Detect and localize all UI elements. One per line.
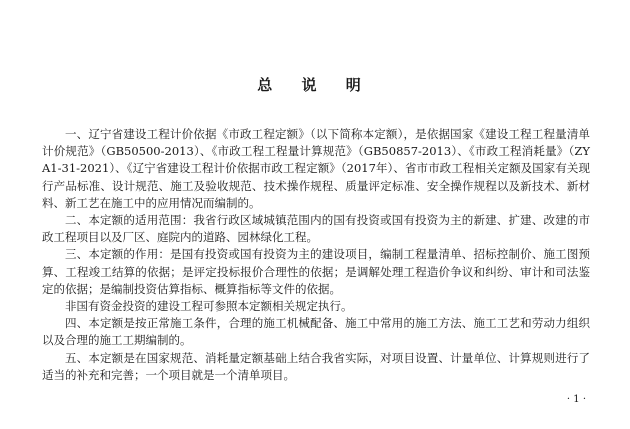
paragraph-function: 三、本定额的作用：是国有投资或国有投资为主的建设项目，编制工程量清单、招标控制价、施工图预算、工程竣工结算的依据；是评定投标报价合理性的依据；是调解处理工程造价争议和纠纷、审计和司法鉴定的依据；是编制投资估算指标、概算指标等文件的依据。 bbox=[42, 247, 590, 296]
document-body bbox=[42, 126, 590, 384]
paragraph-scope: 二、本定额的适用范围：我省行政区域城镇范围内的国有投资或国有投资为主的新建、扩建、改建的市政工程项目以及厂区、庭院内的道路、园林绿化工程。 bbox=[42, 213, 590, 245]
page-title: 总 说 明 bbox=[257, 76, 373, 94]
paragraph-non-state-funds: 非国有资金投资的建设工程可参照本定额相关规定执行。 bbox=[65, 299, 353, 314]
page-number: · 1 · bbox=[566, 394, 586, 405]
paragraph-basis: 一、辽宁省建设工程计价依据《市政工程定额》（以下简称本定额），是依据国家《建设工程工程量清单计价规范》（GB50500-2013）、《市政工程工程量计算规范》（GB50857-2013）、《市政工程消耗量》（ZYA1-31-2021）、《辽宁省建设工程计价依据市政工程定额》（2017年）、省市市政工程相关定额及国家有关现行产品标准、设计规范、施工及验收规范、技术操作规程、质量评定标准、安全操作规程以及新技术、新材料、新工艺在施工中的应用情况而编制的。 bbox=[42, 127, 590, 210]
paragraph-supplement: 五、本定额是在国家规范、消耗量定额基础上结合我省实际，对项目设置、计量单位、计算规则进行了适当的补充和完善；一个项目就是一个清单项目。 bbox=[42, 350, 590, 382]
paragraph-conditions: 四、本定额是按正常施工条件，合理的施工机械配备、施工中常用的施工方法、施工工艺和劳动力组织以及合理的施工工期编制的。 bbox=[42, 316, 590, 348]
